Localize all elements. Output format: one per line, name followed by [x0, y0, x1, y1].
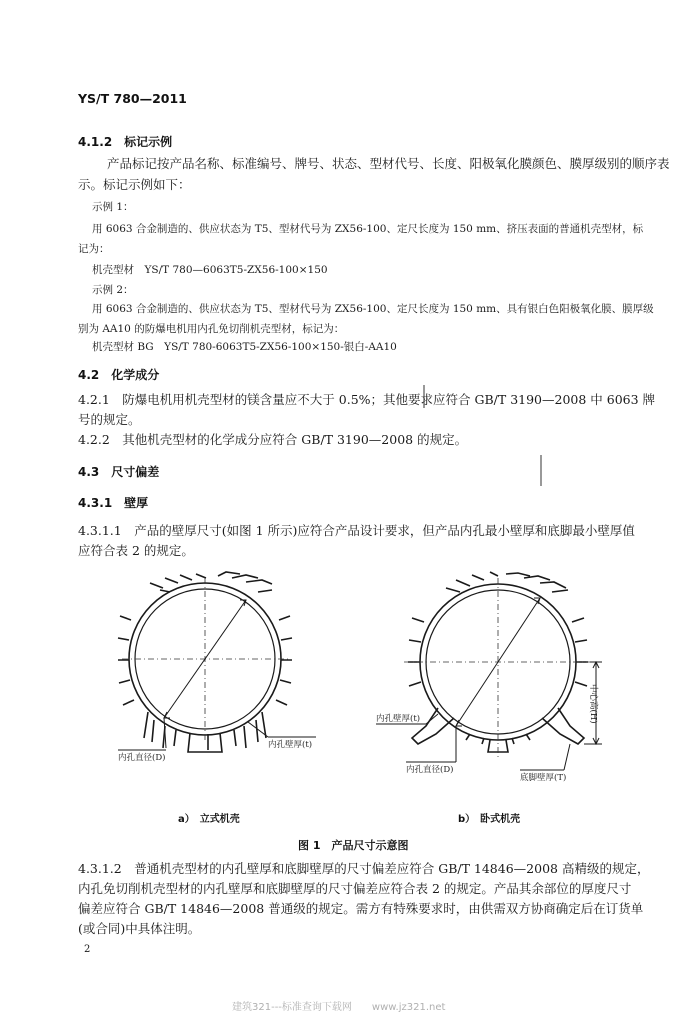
- figure-a-inner-diameter-label: 内孔直径(D): [118, 753, 166, 763]
- document-code: YS/T 780—2011: [78, 91, 187, 106]
- example-2-label: 示例 2：: [92, 284, 134, 296]
- figure-a-wall-thickness-label: 内孔壁厚(t): [268, 740, 313, 750]
- example-1-label: 示例 1：: [92, 201, 134, 213]
- figure-title: 图 1 产品尺寸示意图: [298, 839, 409, 852]
- example-1-line-2: 记为：: [78, 243, 110, 255]
- example-2-line-1: 用 6063 合金制造的、供应状态为 T5、型材代号为 ZX56-100、定尺长度为 150 mm、具有银白色阳极氧化膜、膜厚级: [92, 303, 654, 315]
- figure-b-foot-thickness-label: 底脚壁厚(T): [520, 773, 567, 783]
- section-4-3-1-2-line-1: 4.3.1.2 普通机壳型材的内孔壁厚和底脚壁厚的尺寸偏差应符合 GB/T 14846—2008 高精级的规定，: [78, 861, 650, 876]
- section-4-2-1-line-1: 4.2.1 防爆电机用机壳型材的镁含量应不大于 0.5%；其他要求应符合 GB/T 3190—2008 中 6063 牌: [78, 392, 656, 407]
- section-4-2-1-line-2: 号的规定。: [78, 412, 141, 427]
- section-4-3-1-1-line-2: 应符合表 2 的规定。: [78, 543, 194, 558]
- figure-b-wall-thickness-label: 内孔壁厚(t): [376, 714, 421, 724]
- section-4-3-1-2-line-3: 偏差应符合 GB/T 14846—2008 普通级的规定。需方有特殊要求时，由供需双方协商确定后在订货单: [78, 901, 644, 916]
- figure-b-center-height-label: 中心高(H): [588, 684, 598, 724]
- watermark-footer: 建筑321---标准查询下载网 www.jz321.net: [232, 1002, 446, 1013]
- section-4-3-heading: 4.3 尺寸偏差: [78, 465, 160, 479]
- section-4-2-heading: 4.2 化学成分: [78, 368, 160, 382]
- example-2-line-2: 别为 AA10 的防爆电机用内孔免切削机壳型材，标记为：: [78, 323, 345, 335]
- page-number: 2: [84, 944, 91, 955]
- figure-caption-a: a） 立式机壳: [178, 814, 240, 825]
- section-4-3-1-1-line-1: 4.3.1.1 产品的壁厚尺寸(如图 1 所示)应符合产品设计要求，但产品内孔最小壁厚和底脚最小壁厚值: [78, 523, 635, 538]
- section-4-3-1-2-line-4: (或合同)中具体注明。: [78, 921, 201, 936]
- example-1-mark: 机壳型材 YS/T 780—6063T5-ZX56-100×150: [92, 264, 328, 276]
- section-4-3-1-2-line-2: 内孔免切削机壳型材的内孔壁厚和底脚壁厚的尺寸偏差应符合表 2 的规定。产品其余部位的厚度尺寸: [78, 881, 632, 896]
- figure-caption-b: b） 卧式机壳: [458, 814, 521, 825]
- section-4-2-2-text: 4.2.2 其他机壳型材的化学成分应符合 GB/T 3190—2008 的规定。: [78, 432, 468, 447]
- example-2-mark: 机壳型材 BG YS/T 780-6063T5-ZX56-100×150-银白-AA10: [92, 341, 397, 353]
- intro-line-1: 产品标记按产品名称、标准编号、牌号、状态、型材代号、长度、阳极氧化膜颜色、膜厚级别的顺序表: [107, 156, 670, 171]
- example-1-line-1: 用 6063 合金制造的、供应状态为 T5、型材代号为 ZX56-100、定尺长度为 150 mm、挤压表面的普通机壳型材，标: [92, 223, 644, 235]
- figure-b-inner-diameter-label: 内孔直径(D): [406, 765, 454, 775]
- intro-line-2: 示。标记示例如下：: [78, 177, 191, 192]
- section-4-1-2-heading: 4.1.2 标记示例: [78, 135, 173, 149]
- section-4-3-1-heading: 4.3.1 壁厚: [78, 496, 149, 510]
